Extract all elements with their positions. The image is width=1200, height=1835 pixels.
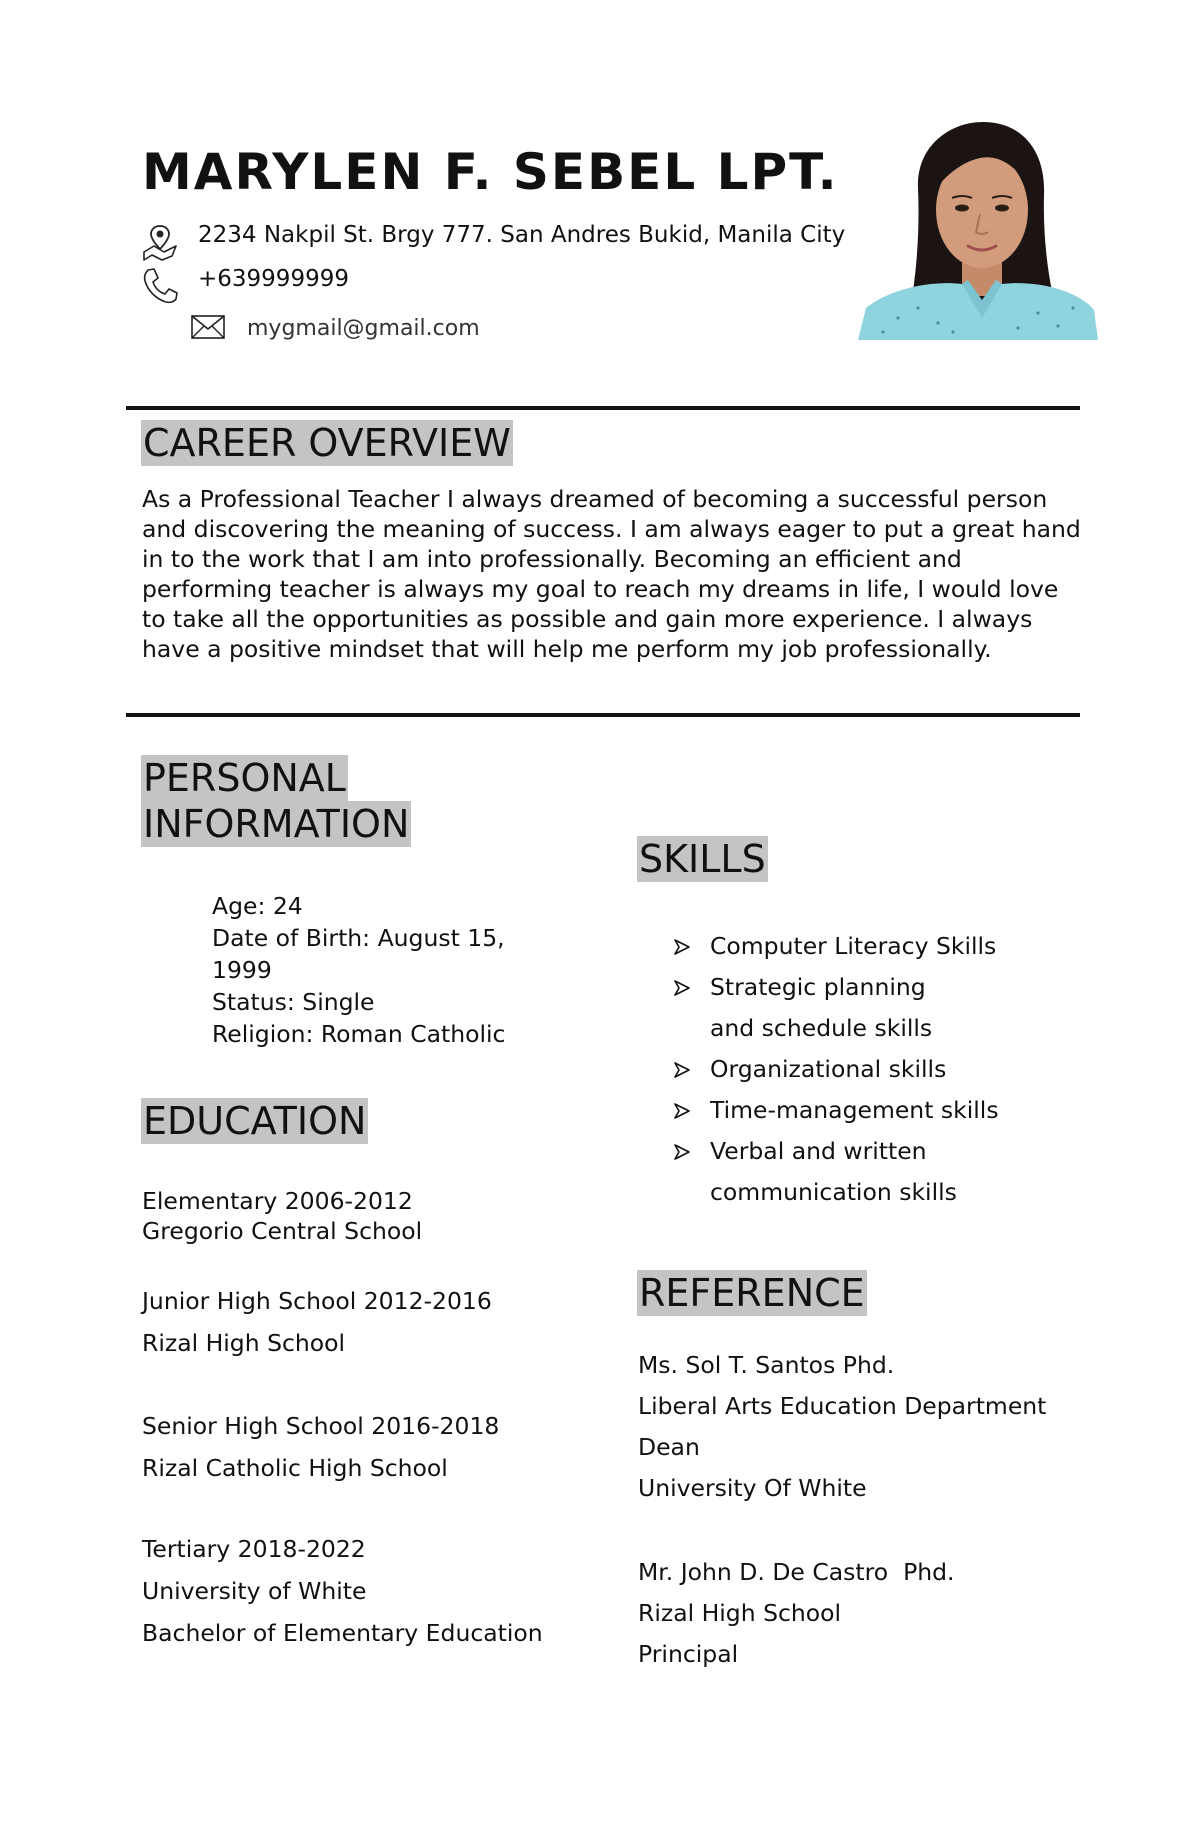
map-pin-icon (140, 222, 180, 262)
reference-department: Liberal Arts Education Department (638, 1392, 1047, 1420)
reference-position: Principal (638, 1640, 739, 1668)
education-school: Rizal High School (142, 1329, 346, 1357)
education-entry (142, 1528, 602, 1654)
phone-text: +639999999 (198, 266, 349, 292)
education-level: Junior High School 2012-2016 (142, 1287, 492, 1315)
reference-entry (638, 1345, 1098, 1509)
reference-organization: Rizal High School (638, 1599, 842, 1627)
mail-icon (190, 312, 226, 342)
profile-photo (858, 118, 1098, 340)
skill-label: Verbal and written communication skills (710, 1137, 957, 1206)
education-degree: Bachelor of Elementary Education (142, 1619, 543, 1647)
skill-item (670, 1049, 1070, 1090)
personal-information-heading (141, 755, 411, 847)
career-overview-heading: CAREER OVERVIEW (143, 421, 511, 465)
personal-heading-line2: INFORMATION (143, 802, 410, 846)
skill-item (670, 967, 940, 1049)
skills-heading: SKILLS (639, 837, 766, 881)
arrow-bullet-icon (672, 1060, 692, 1080)
reference-name: Ms. Sol T. Santos Phd. (638, 1351, 895, 1379)
skills-list (670, 926, 1070, 1213)
personal-heading-line1: PERSONAL (143, 756, 346, 800)
status-text: Status: Single (212, 988, 375, 1016)
education-level: Tertiary 2018-2022 (142, 1535, 366, 1563)
religion-text: Religion: Roman Catholic (212, 1020, 506, 1048)
education-level: Elementary 2006-2012 (142, 1187, 413, 1215)
education-school: Gregorio Central School (142, 1217, 423, 1245)
personal-info-list (212, 890, 532, 1050)
skill-item (670, 1090, 1070, 1131)
career-overview-text: As a Professional Teacher I always dreamed of becoming a successful person and discovering the meaning of success. I am always eager to put a great hand in to the work that I am into professionally. Becoming an efficient and performing teacher is always my goal to reach my dreams in life, I would love to take all the opportunities as possible and gain more experience. I always have a positive mindset that will help me perform my job professionally. (142, 485, 1081, 663)
arrow-bullet-icon (672, 1101, 692, 1121)
skill-label: Strategic planning and schedule skills (710, 973, 933, 1042)
education-entry (142, 1186, 602, 1246)
address-text: 2234 Nakpil St. Brgy 777. San Andres Bukid, Manila City (198, 222, 846, 248)
reference-position: Dean (638, 1433, 700, 1461)
age-text: Age: 24 (212, 892, 303, 920)
skill-item (670, 1131, 990, 1213)
education-school: University of White (142, 1577, 367, 1605)
skill-label: Organizational skills (710, 1055, 947, 1083)
skill-item (670, 926, 1070, 967)
reference-organization: University Of White (638, 1474, 867, 1502)
education-entry (142, 1405, 602, 1489)
arrow-bullet-icon (672, 1142, 692, 1162)
education-school: Rizal Catholic High School (142, 1454, 448, 1482)
education-level: Senior High School 2016-2018 (142, 1412, 500, 1440)
divider (126, 713, 1080, 717)
applicant-name: MARYLEN F. SEBEL LPT. (142, 143, 839, 201)
date-of-birth-text: Date of Birth: August 15, 1999 (212, 924, 505, 984)
arrow-bullet-icon (672, 937, 692, 957)
email-text: mygmail@gmail.com (247, 316, 480, 341)
reference-name: Mr. John D. De Castro Phd. (638, 1558, 955, 1586)
education-heading: EDUCATION (143, 1099, 367, 1143)
skill-label: Time-management skills (710, 1096, 999, 1124)
arrow-bullet-icon (672, 978, 692, 998)
phone-icon (140, 266, 180, 306)
reference-heading: REFERENCE (639, 1271, 865, 1315)
divider (126, 406, 1080, 410)
reference-entry (638, 1552, 1098, 1675)
skill-label: Computer Literacy Skills (710, 932, 997, 960)
education-entry (142, 1280, 602, 1364)
